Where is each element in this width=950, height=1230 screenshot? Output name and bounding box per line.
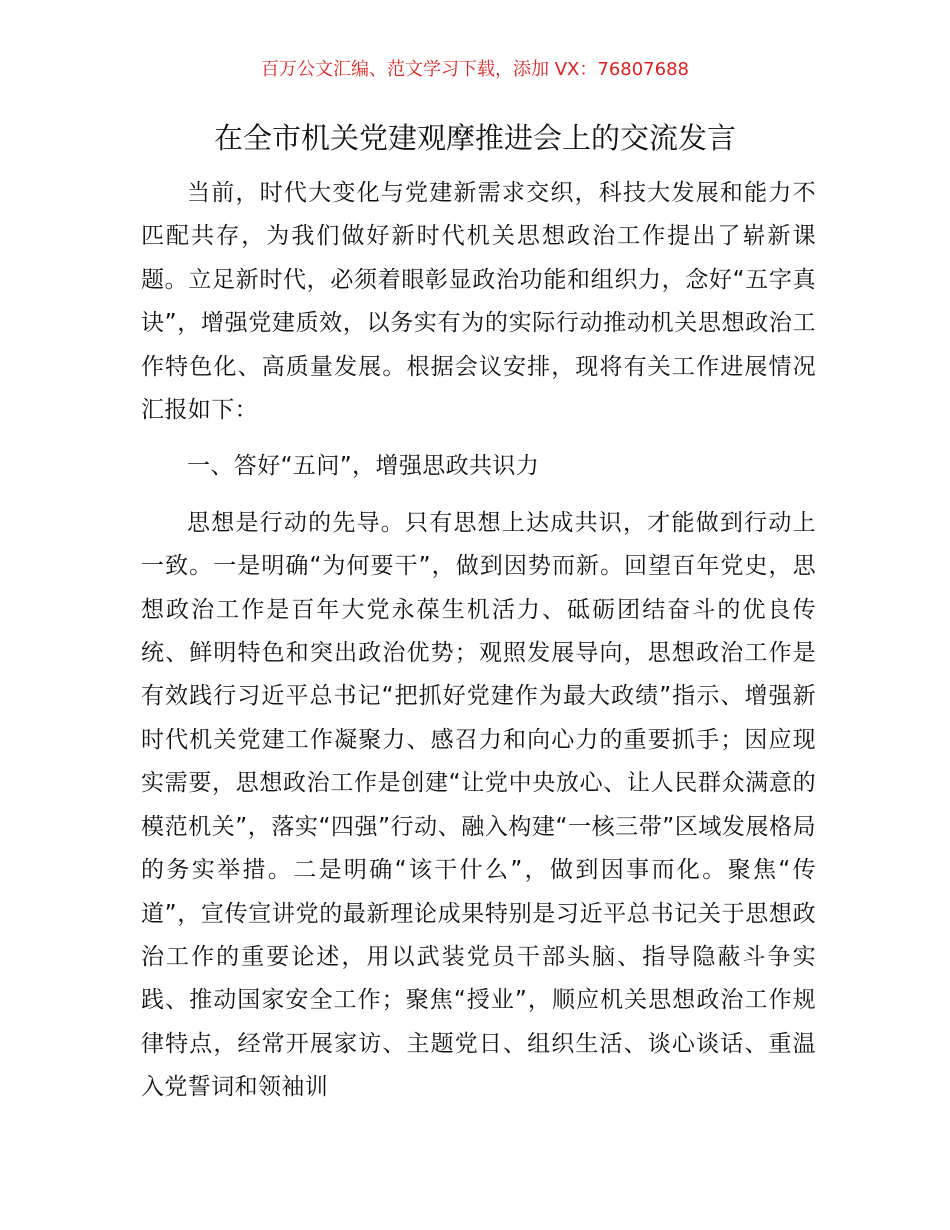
- section-body-paragraph: 思想是行动的先导。只有思想上达成共识，才能做到行动上一致。一是明确“为何要干”，做到因势而新。回望百年党史，思想政治工作是百年大党永葆生机活力、砥砺团结奋斗的优良传统、鲜明特色和突出政治优势；观照发展导向，思想政治工作是有效践行习近平总书记“把抓好党建作为最大政绩”指示、增强新时代机关党建工作凝聚力、感召力和向心力的重要抓手；因应现实需要，思想政治工作是创建“让党中央放心、让人民群众满意的模范机关”，落实“四强”行动、融入构建“一核三带”区域发展格局的务实举措。二是明确“该干什么”，做到因事而化。聚焦“传道”，宣传宣讲党的最新理论成果特别是习近平总书记关于思想政治工作的重要论述，用以武装党员干部头脑、指导隐蔽斗争实践、推动国家安全工作；聚焦“授业”，顺应机关思想政治工作规律特点，经常开展家访、主题党日、组织生活、谈心谈话、重温入党誓词和领袖训: [141, 509, 816, 1101]
- document-title: 在全市机关党建观摩推进会上的交流发言: [213, 121, 736, 155]
- watermark-banner: 百万公文汇编、范文学习下载，添加 VX：76807688: [261, 59, 689, 80]
- document-body: [141, 172, 816, 1110]
- intro-paragraph: 当前，时代大变化与党建新需求交织，科技大发展和能力不匹配共存，为我们做好新时代机关思想政治工作提出了崭新课题。立足新时代，必须着眼彰显政治功能和组织力，念好“五字真诀”，增强党建质效，以务实有为的实际行动推动机关思想政治工作特色化、高质量发展。根据会议安排，现将有关工作进展情况汇报如下：: [141, 180, 816, 424]
- section-heading: 一、答好“五问”，增强思政共识力: [187, 453, 540, 480]
